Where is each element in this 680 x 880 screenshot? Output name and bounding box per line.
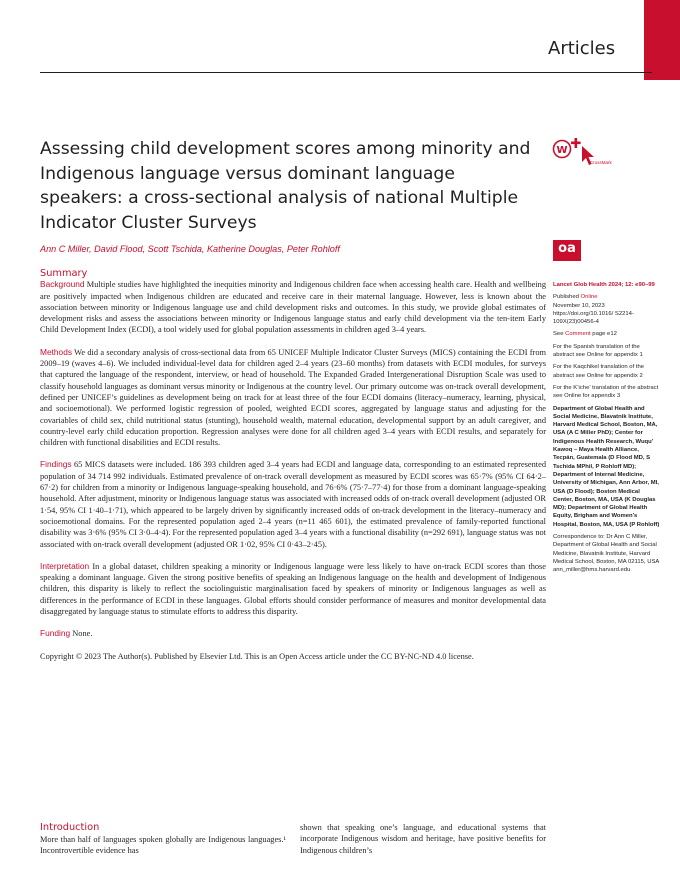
- author-list: Ann C Miller, David Flood, Scott Tschida, Katherine Douglas, Peter Rohloff: [40, 244, 340, 254]
- summary-interpretation: [40, 561, 546, 617]
- affiliations: Department of Global Health and Social Medicine, Blavatnik Institute, Harvard Medical School, Boston, MA, USA (A C Miller PhD); Center for Indigenous Health Research, Wuqu’ Kawoq – Maya Health Alliance, Tecpán, Guatemala (D Flood MD, S Tschida MPhil, P Rohloff MD); Department of Internal Medicine, University of Michigan, Ann Arbor, MI, USA (D Flood); Boston Medical Center, Boston, MA, USA (K Douglas MD); Department of Global Health Equity, Brigham and Women’s Hospital, Boston, MA, USA (P Rohloff): [553, 405, 660, 528]
- online-link[interactable]: Online: [580, 294, 598, 301]
- published-date: November 10, 2023: [553, 302, 605, 309]
- svg-text:W: W: [556, 145, 568, 156]
- open-access-label: oa: [558, 241, 576, 256]
- introduction-col2: shown that speaking one’s language, and educational systems that incorporate Indigenous wisdom and heritage, have positive benefits for Indigenous children’s: [300, 823, 546, 855]
- interpretation-text: In a global dataset, children speaking a minority or Indigenous language were less likely to have on-track ECDI scores than those speaking a dominant language. Given the strong positive benefits of speaking an Indigenous language on the health and development of Indigenous children, this disparity is likely to reflect the sociolinguistic marginalisation faced by speakers of minority or Indigenous languages as well as differences in the performance of ECDI in these languages. Global efforts should consider performance of measures and monitor developmental data disaggregated by language status to stimulate efforts to address this disparity.: [40, 561, 546, 617]
- journal-citation: Lancet Glob Health 2024; 12: e90–99: [553, 282, 655, 288]
- copyright-notice: Copyright © 2023 The Author(s). Published by Elsevier Ltd. This is an Open Access article under the CC BY-NC-ND 4.0 license.: [40, 651, 474, 661]
- open-access-badge: [553, 240, 581, 261]
- journal-color-bar: [644, 0, 680, 80]
- comment-link[interactable]: Comment: [565, 331, 591, 338]
- comment-ref: [553, 330, 661, 338]
- summary: [40, 268, 546, 662]
- summary-methods: [40, 347, 546, 449]
- crossmark-label: CrossMark: [590, 160, 612, 165]
- publication-info: [553, 293, 661, 326]
- summary-heading: Summary: [40, 268, 88, 279]
- funding-label: Funding: [40, 628, 71, 639]
- kaqchikel-translation-note: For the Kaqchikel translation of the abstract see Online for appendix 2: [553, 364, 645, 379]
- correspondence: Correspondence to: Dr Ann C Miller, Department of Global Health and Social Medicine, Blavatnik Institute, Harvard Medical School, Boston, MA 02115, USA ann_miller@hms.harvard.edu: [553, 534, 659, 574]
- findings-label: Findings: [40, 459, 72, 470]
- sidebar: [553, 281, 661, 579]
- introduction-col1: More than half of languages spoken globally are Indigenous languages.¹ Incontrovertible evidence has: [40, 835, 286, 856]
- section-label: Articles: [548, 38, 616, 59]
- methods-label: Methods: [40, 346, 73, 357]
- summary-background: [40, 279, 546, 335]
- spanish-translation-note: For the Spanish translation of the abstract see Online for appendix 1: [553, 343, 643, 359]
- background-label: Background: [40, 279, 85, 290]
- background-text: Multiple studies have highlighted the inequities minority and Indigenous children face when accessing health care. Health and wellbeing are positively impacted when Indigenous children are educated and receive care in their maternal language. However, less is known about the association between minority or Indigenous language use and child development risks and outcomes. In this study, we provide global estimates of development risks and assess the associations between minority or Indigenous language status and early child development via the ten-item Early Child Development Index (ECDI), a tool widely used for global population assessments in children aged 3–4 years.: [40, 280, 546, 335]
- summary-funding: [40, 628, 546, 639]
- introduction-heading: Introduction: [40, 822, 100, 833]
- header-rule: [40, 72, 652, 73]
- kiche-translation-note: For the K’iche’ translation of the abstract see Online for appendix 3: [553, 384, 659, 400]
- methods-text: We did a secondary analysis of cross-sectional data from 65 UNICEF Multiple Indicator Cluster Surveys (MICS) containing the ECDI from 2009–19 (waves 4–6). We included individual-level data for children aged 2–4 years (23–60 months) from datasets with ECDI modules, for surveys that captured the language of the respondent, interview, or head of household. The Expanded Graded Intergenerational Disruption Scale was used to classify household languages as dominant versus minority or Indigenous at the country level. Our primary outcome was on-track overall development, defined per UNICEF’s guidelines as development being on track for at least three of the four ECDI domains (literacy–numeracy, learning, physical, and socioemotional). We performed logistic regression of pooled, weighted ECDI scores, aggregated by language status and adjusting for the covariables of child sex, child nutritional status (stunting), household wealth, maternal education, developmental support by an adult caregiver, and country-level early child education proportion. Regression analyses were done for all children aged 3–4 years with ECDI results, and separately for children with functional disabilities and ECDI results.: [40, 347, 546, 448]
- article-title: Assessing child development scores among minority and Indigenous language versus dominant language speakers: a cross-sectional analysis of national Multiple Indicator Cluster Surveys: [40, 139, 531, 233]
- check-for-updates-icon[interactable]: [552, 136, 612, 170]
- published-prefix: Published: [553, 294, 581, 301]
- funding-text: None.: [70, 629, 93, 639]
- doi-link[interactable]: https://doi.org/10.1016/ S2214-109X(23)00456-4: [553, 310, 634, 326]
- findings-text: 65 MICS datasets were included. 186 393 children aged 3–4 years had ECDI and language data, corresponding to an estimated represented population of 34 714 992 individuals. Estimated prevalence of on-track overall development as measured by ECDI scores was 65·7% (95% CI 64·2–67·2) for children from a minority or Indigenous language-speaking household, and 76·6% (75·7–77·4) for those from a dominant language-speaking household. After adjustment, minority or Indigenous language status was associated with increased odds of on-track overall development (adjusted OR 1·54, 95% CI 1·40–1·71), which appeared to be largely driven by significantly increased odds of on-track development in the literacy–numeracy and socioemotional domains. For the represented population aged 2–4 years (n=11 465 601), the estimated prevalence of family-reported functional disability was 3·6% (95% CI 3·0–4·4). For the represented population aged 3–4 years with a functional disability (n=292 691), language status was not associated with on-track overall development (adjusted OR 1·02, 95% CI 0·43–2·45).: [40, 460, 546, 549]
- interpretation-label: Interpretation: [40, 560, 90, 571]
- comment-prefix: See: [553, 331, 566, 338]
- comment-suffix: page e12: [590, 331, 617, 338]
- summary-findings: [40, 459, 546, 549]
